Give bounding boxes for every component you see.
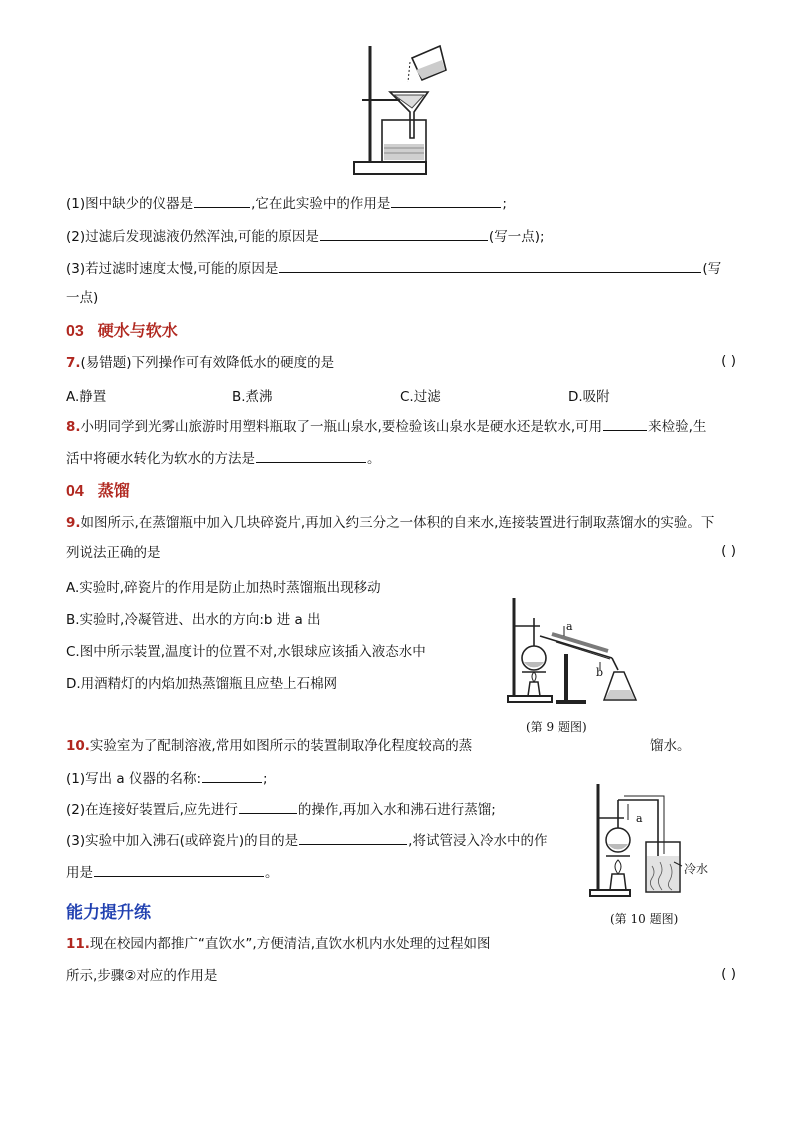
q8-text-c: 活中将硬水转化为软水的方法是 [66, 451, 255, 467]
answer-blank[interactable] [256, 448, 366, 463]
q11-text: 现在校园内都推广“直饮水”,方便清洁,直饮水机内水处理的过程如图 [89, 936, 491, 952]
q10-text: 实验室为了配制溶液,常用如图所示的装置制取净化程度较高的蒸 [89, 738, 473, 754]
q6-part2-end: (写一点); [488, 229, 545, 245]
q8-end: 。 [367, 451, 381, 467]
q7-option-b[interactable]: B.煮沸 [232, 389, 273, 405]
q8-line2 [66, 448, 381, 469]
q9-figure-caption: (第 9 题图) [526, 720, 587, 734]
q9-line1 [66, 513, 714, 533]
section-04-heading [66, 480, 130, 503]
q10-part2-end: 的操作,再加入水和沸石进行蒸馏; [297, 802, 496, 818]
question-number: 8. [66, 419, 81, 435]
answer-blank[interactable] [299, 830, 407, 845]
q7-answer-paren[interactable]: ( ) [721, 353, 736, 369]
answer-blank[interactable] [603, 416, 647, 431]
q10-line3 [66, 830, 547, 851]
q9-option-c[interactable]: C.图中所示装置,温度计的位置不对,水银球应该插入液态水中 [66, 644, 426, 660]
q10-part1-end: ; [263, 771, 268, 787]
section-title: 蒸馏 [97, 481, 130, 500]
question-number: 11. [66, 936, 90, 952]
q10-part4-end: 。 [265, 865, 279, 881]
q10-line2 [66, 799, 496, 820]
q11-line2: 所示,步骤②对应的作用是 [66, 968, 218, 984]
answer-blank[interactable] [279, 258, 701, 273]
answer-blank[interactable] [320, 226, 488, 241]
section-code: 04 [66, 483, 84, 500]
q10-figure-caption: (第 10 题图) [610, 912, 679, 926]
figure-label-b: b [596, 666, 604, 679]
section-title: 硬水与软水 [97, 321, 178, 340]
answer-blank[interactable] [202, 768, 262, 783]
q10-part2-prompt: (2)在连接好装置后,应先进行 [66, 802, 238, 818]
q11-answer-paren[interactable]: ( ) [721, 966, 736, 982]
q6-line3 [66, 258, 721, 279]
q6-part2-prompt: (2)过滤后发现滤液仍然浑浊,可能的原因是 [66, 229, 319, 245]
q10-part1-prompt: (1)写出 a 仪器的名称: [66, 771, 202, 787]
q6-part3-end: (写 [702, 261, 722, 277]
q11-line1 [66, 934, 491, 954]
q8-text-b: 来检验,生 [648, 419, 707, 435]
section-03-heading [66, 320, 178, 343]
q10-line0-end: 馏水。 [650, 738, 691, 754]
q10-part4-prompt: 用是 [66, 865, 93, 881]
q8-text: 小明同学到光雾山旅游时用塑料瓶取了一瓶山泉水,要检验该山泉水是硬水还是软水,可用 [80, 419, 603, 435]
answer-blank[interactable] [391, 193, 501, 208]
q6-part1-prompt: (1)图中缺少的仪器是 [66, 196, 194, 212]
answer-blank[interactable] [239, 799, 297, 814]
q9-option-d[interactable]: D.用酒精灯的内焰加热蒸馏瓶且应垫上石棉网 [66, 676, 338, 692]
q7-option-c[interactable]: C.过滤 [400, 389, 441, 405]
question-number: 9. [66, 515, 81, 531]
section-code: 03 [66, 323, 84, 340]
q7-option-d[interactable]: D.吸附 [568, 389, 610, 405]
figure-label-a: a [566, 620, 573, 633]
q6-part1-prompt-b: ,它在此实验中的作用是 [251, 196, 391, 212]
q10-line4 [66, 862, 279, 883]
answer-blank[interactable] [194, 193, 250, 208]
q7-text: (易错题)下列操作可有效降低水的硬度的是 [80, 355, 335, 371]
distillation-apparatus-figure [500, 596, 650, 706]
q10-line1 [66, 768, 268, 789]
q9-text: 如图所示,在蒸馏瓶中加入几块碎瓷片,再加入约三分之一体积的自来水,连接装置进行制取蒸馏水的实验。下 [80, 515, 715, 531]
figure-label-a: a [636, 812, 643, 825]
q10-part3-end: ,将试管浸入冷水中的作 [408, 833, 548, 849]
q6-line1 [66, 193, 507, 214]
answer-blank[interactable] [94, 862, 264, 877]
question-number: 10. [66, 738, 90, 754]
q7-option-a[interactable]: A.静置 [66, 389, 107, 405]
q6-part3-prompt: (3)若过滤时速度太慢,可能的原因是 [66, 261, 279, 277]
q8-line1 [66, 416, 706, 437]
q6-part1-end: ; [502, 196, 507, 212]
ability-section-title: 能力提升练 [66, 903, 151, 923]
q9-option-a[interactable]: A.实验时,碎瓷片的作用是防止加热时蒸馏瓶出现移动 [66, 580, 381, 596]
q9-line2: 列说法正确的是 [66, 545, 161, 561]
simple-distillation-figure [588, 782, 708, 900]
filtration-apparatus-figure [352, 40, 452, 180]
q9-option-b[interactable]: B.实验时,冷凝管进、出水的方向:b 进 a 出 [66, 612, 321, 628]
question-number: 7. [66, 355, 81, 371]
figure-label-cold-water: 冷水 [684, 862, 709, 876]
q6-line2 [66, 226, 545, 247]
q6-line3-cont: 一点) [66, 290, 99, 306]
q9-answer-paren[interactable]: ( ) [721, 543, 736, 559]
q7-stem [66, 353, 334, 373]
q10-part3-prompt: (3)实验中加入沸石(或碎瓷片)的目的是 [66, 833, 299, 849]
q10-line0 [66, 736, 472, 756]
